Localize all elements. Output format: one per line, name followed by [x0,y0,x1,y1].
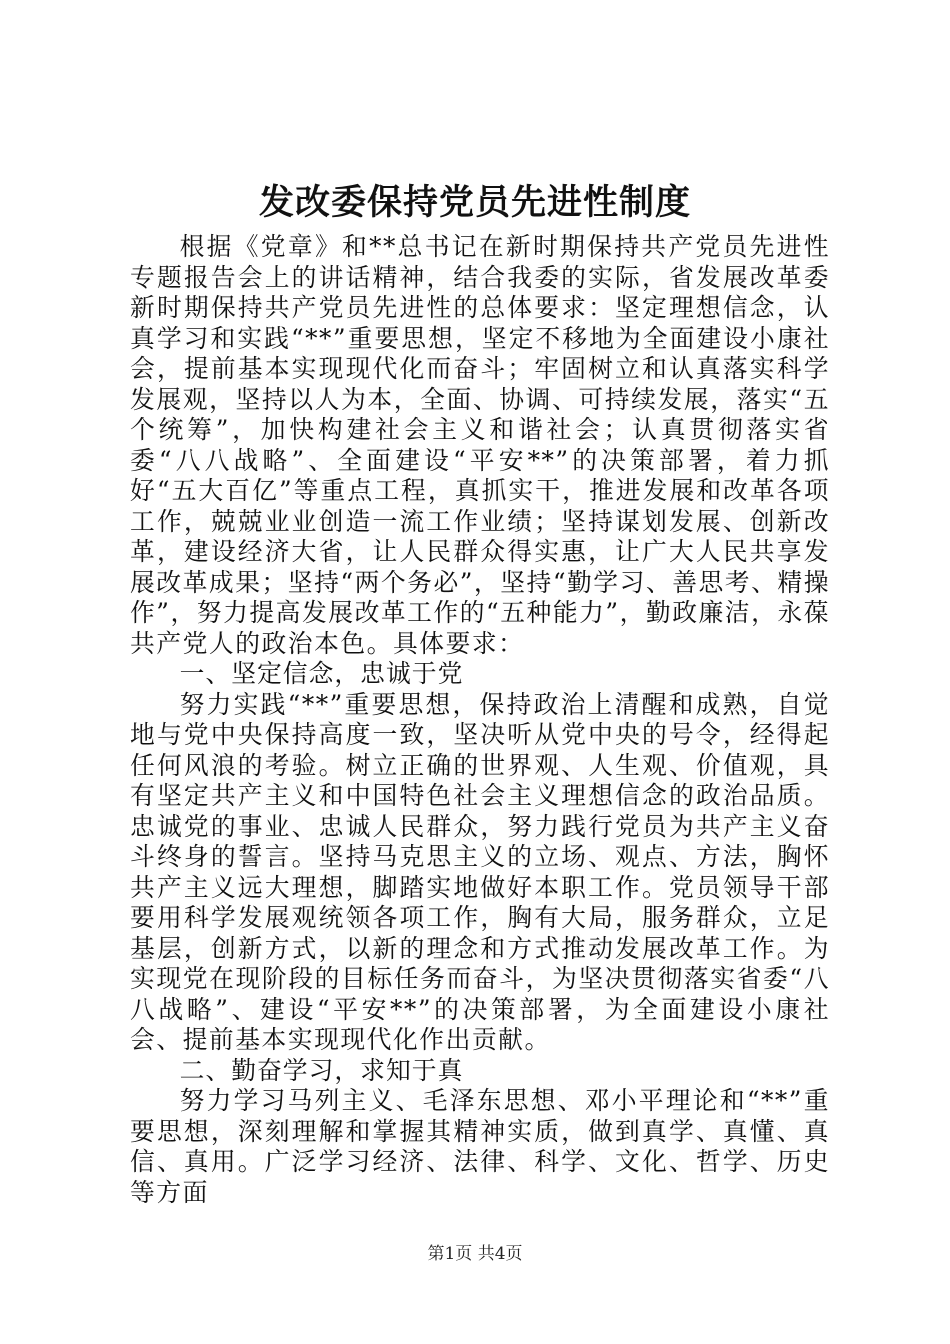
section-paragraph-1: 努力实践“**”重要思想，保持政治上清醒和成熟，自觉地与党中央保持高度一致，坚决听从党中央的号令，经得起任何风浪的考验。树立正确的世界观、人生观、价值观，具有坚定共产主义和中国特色社会主义理想信念的政治品质。忠诚党的事业、忠诚人民群众，努力践行党员为共产主义奋斗终身的誓言。坚持马克思主义的立场、观点、方法，胸怀共产主义远大理想，脚踏实地做好本职工作。党员领导干部要用科学发展观统领各项工作，胸有大局，服务群众，立足基层，创新方式，以新的理念和方式推动发展改革工作。为实现党在现阶段的目标任务而奋斗，为坚决贯彻落实省委“八八战略”、建设“平安**”的决策部署，为全面建设小康社会、提前基本实现现代化作出贡献。 [130,689,830,1054]
document-body [130,232,830,1208]
document-title: 发改委保持党员先进性制度 [258,182,691,223]
section-paragraph-2: 努力学习马列主义、毛泽东思想、邓小平理论和“**”重要思想，深刻理解和掌握其精神实质，做到真学、真懂、真信、真用。广泛学习经济、法律、科学、文化、哲学、历史等方面 [130,1086,830,1207]
page-number: 第1页 共4页 [427,1244,523,1264]
section-heading-2: 二、勤奋学习，求知于真 [179,1055,464,1085]
section-heading-1: 一、坚定信念，忠诚于党 [179,659,464,688]
intro-paragraph: 根据《党章》和**总书记在新时期保持共产党员先进性专题报告会上的讲话精神，结合我委的实际，省发展改革委新时期保持共产党员先进性的总体要求：坚定理想信念，认真学习和实践“**”重要思想，坚定不移地为全面建设小康社会，提前基本实现现代化而奋斗；牢固树立和认真落实科学发展观，坚持以人为本，全面、协调、可持续发展，落实“五个统筹”，加快构建社会主义和谐社会；认真贯彻落实省委“八八战略”、全面建设“平安**”的决策部署，着力抓好“五大百亿”等重点工程，真抓实干，推进发展和改革各项工作，兢兢业业创造一流工作业绩；坚持谋划发展、创新改革，建设经济大省，让人民群众得实惠，让广大人民共享发展改革成果；坚持“两个务必”，坚持“勤学习、善思考、精操作”，努力提高发展改革工作的“五种能力”，勤政廉洁，永葆共产党人的政治本色。具体要求： [130,232,830,658]
